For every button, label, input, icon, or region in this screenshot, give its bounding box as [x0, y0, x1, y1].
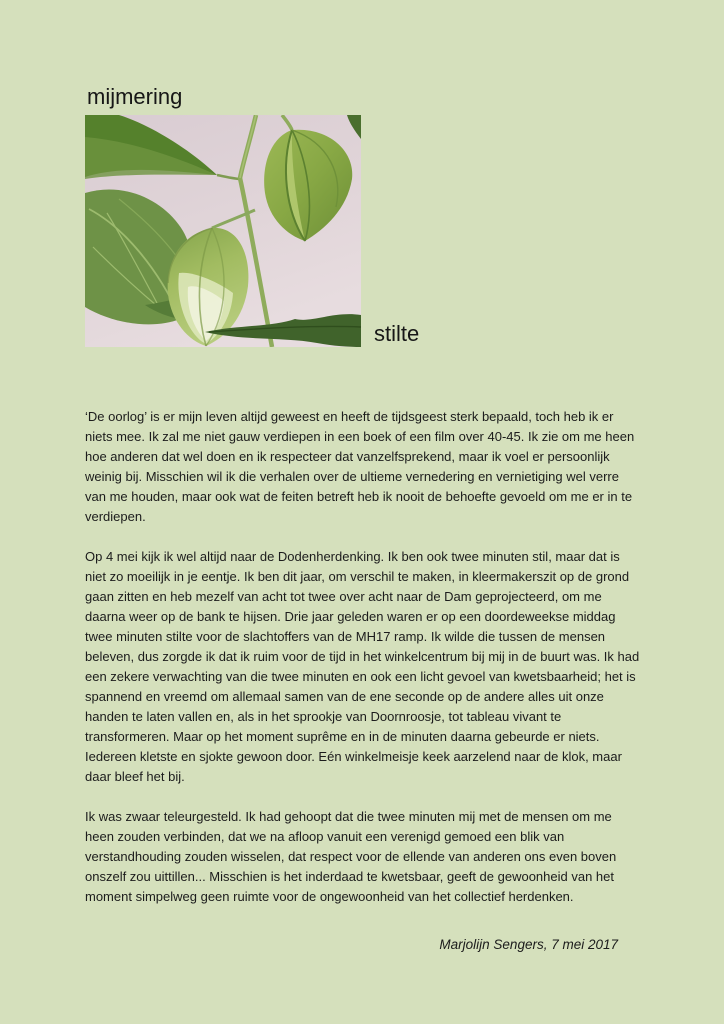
plant-photo	[85, 115, 361, 347]
paragraph-2: Op 4 mei kijk ik wel altijd naar de Dodenherdenking. Ik ben ook twee minuten stil, maar dat is niet zo moeilijk in je eentje. Ik ben dit jaar, om verschil te maken, in kleermakerszit op de grond gaan zitten en heb mezelf van acht tot twee over acht naar de Dam geprojecteerd, om me daarna weer op de bank te hijsen. Drie jaar geleden waren er op een doordeweekse middag twee minuten stilte voor de slachtoffers van de MH17 ramp. Ik wilde die tussen de mensen beleven, dus zorgde ik dat ik ruim voor de tijd in het winkelcentrum bij mij in de buurt was. Ik had een zekere verwachting van die twee minuten en ook een licht gevoel van kwetsbaarheid; het is spannend en vreemd om allemaal samen van de ene seconde op de andere alles uit onze handen te laten vallen en, als in het sprookje van Doornroosje, tot tableau vivant te transformeren. Maar op het moment suprême en in de minuten daarna gebeurde er niets. Iedereen kletste en sjokte gewoon door. Eén winkelmeisje keek aarzelend naar de klok, maar daar bleef het bij.	[85, 549, 640, 784]
article-body	[85, 407, 642, 907]
paragraph-1: ‘De oorlog’ is er mijn leven altijd geweest en heeft de tijdsgeest sterk bepaald, toch heb ik er niets mee. Ik zal me niet gauw verdiepen in een boek of een film over 40-45. Ik zie om me heen hoe anderen dat wel doen en ik respecteer dat vanzelfsprekend, maar ik voel er persoonlijk weinig bij. Misschien wil ik die verhalen over de ultieme vernedering en vernietiging wel verre van me houden, maar ook wat de feiten betreft heb ik nooit de behoefte gevoeld om me er in te verdiepen.	[85, 409, 635, 524]
photo-row	[85, 115, 724, 347]
paragraph-3: Ik was zwaar teleurgesteld. Ik had gehoopt dat die twee minuten mij met de mensen om me heen zouden verbinden, dat we na afloop vanuit een verenigd gemoed een blik van verstandhouding zouden wisselen, dat respect voor de ellende van anderen ons even boven onszelf zou uittillen... Misschien is het inderdaad te kwetsbaar, geeft de gewoonheid van het moment simpelweg geen ruimte voor de ongewoonheid van het collectief herdenken.	[85, 809, 617, 904]
plant-photo-graphic	[85, 115, 361, 347]
page-title: mijmering	[87, 84, 183, 109]
subtitle: stilte	[374, 321, 420, 346]
signature: Marjolijn Sengers, 7 mei 2017	[439, 937, 618, 952]
